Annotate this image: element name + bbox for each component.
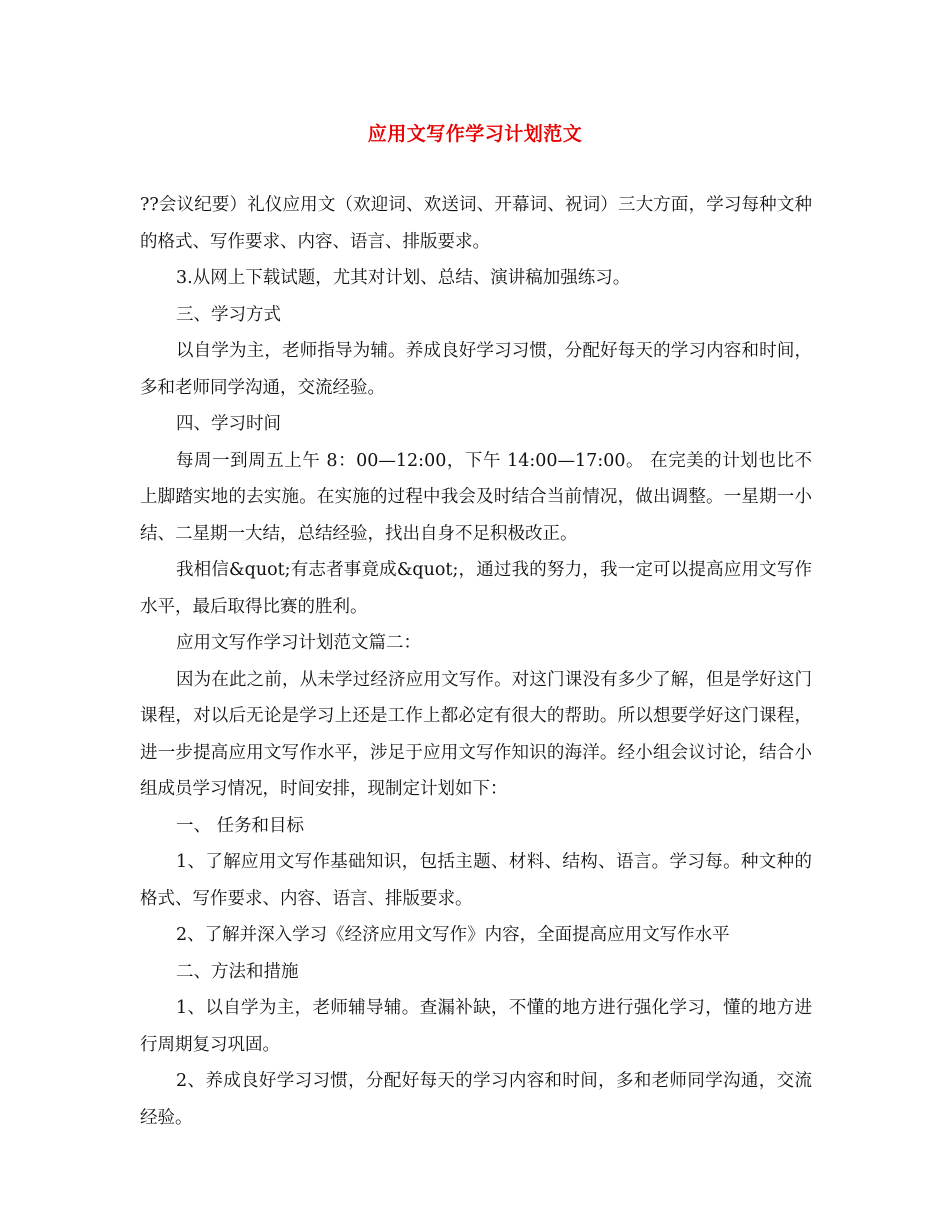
paragraph-self-study: 以自学为主，老师指导为辅。养成良好学习习惯，分配好每天的学习内容和时间，多和老师同学沟通，交流经验。	[140, 341, 812, 398]
paragraph-method-two: 2、养成良好学习习惯，分配好每天的学习内容和时间，多和老师同学沟通，交流经验。	[140, 1071, 812, 1128]
document-body	[140, 187, 812, 1136]
paragraph-goal-one: 1、了解应用文写作基础知识，包括主题、材料、结构、语言。学习每。种文种的格式、写作要求、内容、语言、排版要求。	[140, 852, 812, 909]
heading-part-two: 应用文写作学习计划范文篇二：	[176, 633, 421, 653]
heading-tasks-goals: 一、 任务和目标	[176, 815, 305, 836]
paragraph-download-tests: 3.从网上下载试题，尤其对计划、总结、演讲稿加强练习。	[176, 268, 631, 288]
document-title: 应用文写作学习计划范文	[367, 123, 583, 145]
paragraph-belief: 我相信&quot;有志者事竟成&quot;，通过我的努力，我一定可以提高应用文写作水平，最后取得比赛的胜利。	[140, 560, 812, 617]
paragraph-method-one: 1、以自学为主，老师辅导辅。查漏补缺，不懂的地方进行强化学习，懂的地方进行周期复习巩固。	[140, 998, 812, 1055]
heading-methods-measures: 二、方法和措施	[176, 961, 299, 982]
heading-study-time: 四、学习时间	[176, 414, 281, 434]
paragraph-goal-two: 2、了解并深入学习《经济应用文写作》内容，全面提高应用文写作水平	[176, 925, 730, 945]
paragraph-schedule: 每周一到周五上午 8：00—12:00，下午 14:00—17:00。 在完美的计划也比不上脚踏实地的去实施。在实施的过程中我会及时结合当前情况，做出调整。一星期一小结、二星期一大结，总结经验，找出自身不足积极改正。	[140, 450, 812, 544]
paragraph-introduction: 因为在此之前，从未学过经济应用文写作。对这门课没有多少了解，但是学好这门课程，对以后无论是学习上还是工作上都必定有很大的帮助。所以想要学好这门课程，进一步提高应用文写作水平，涉足于应用文写作知识的海洋。经小组会议讨论，结合小组成员学习情况，时间安排，现制定计划如下：	[140, 669, 812, 799]
paragraph-continuation: ??会议纪要）礼仪应用文（欢迎词、欢送词、开幕词、祝词）三大方面，学习每种文种的格式、写作要求、内容、语言、排版要求。	[140, 195, 812, 252]
heading-study-method: 三、学习方式	[176, 304, 281, 325]
